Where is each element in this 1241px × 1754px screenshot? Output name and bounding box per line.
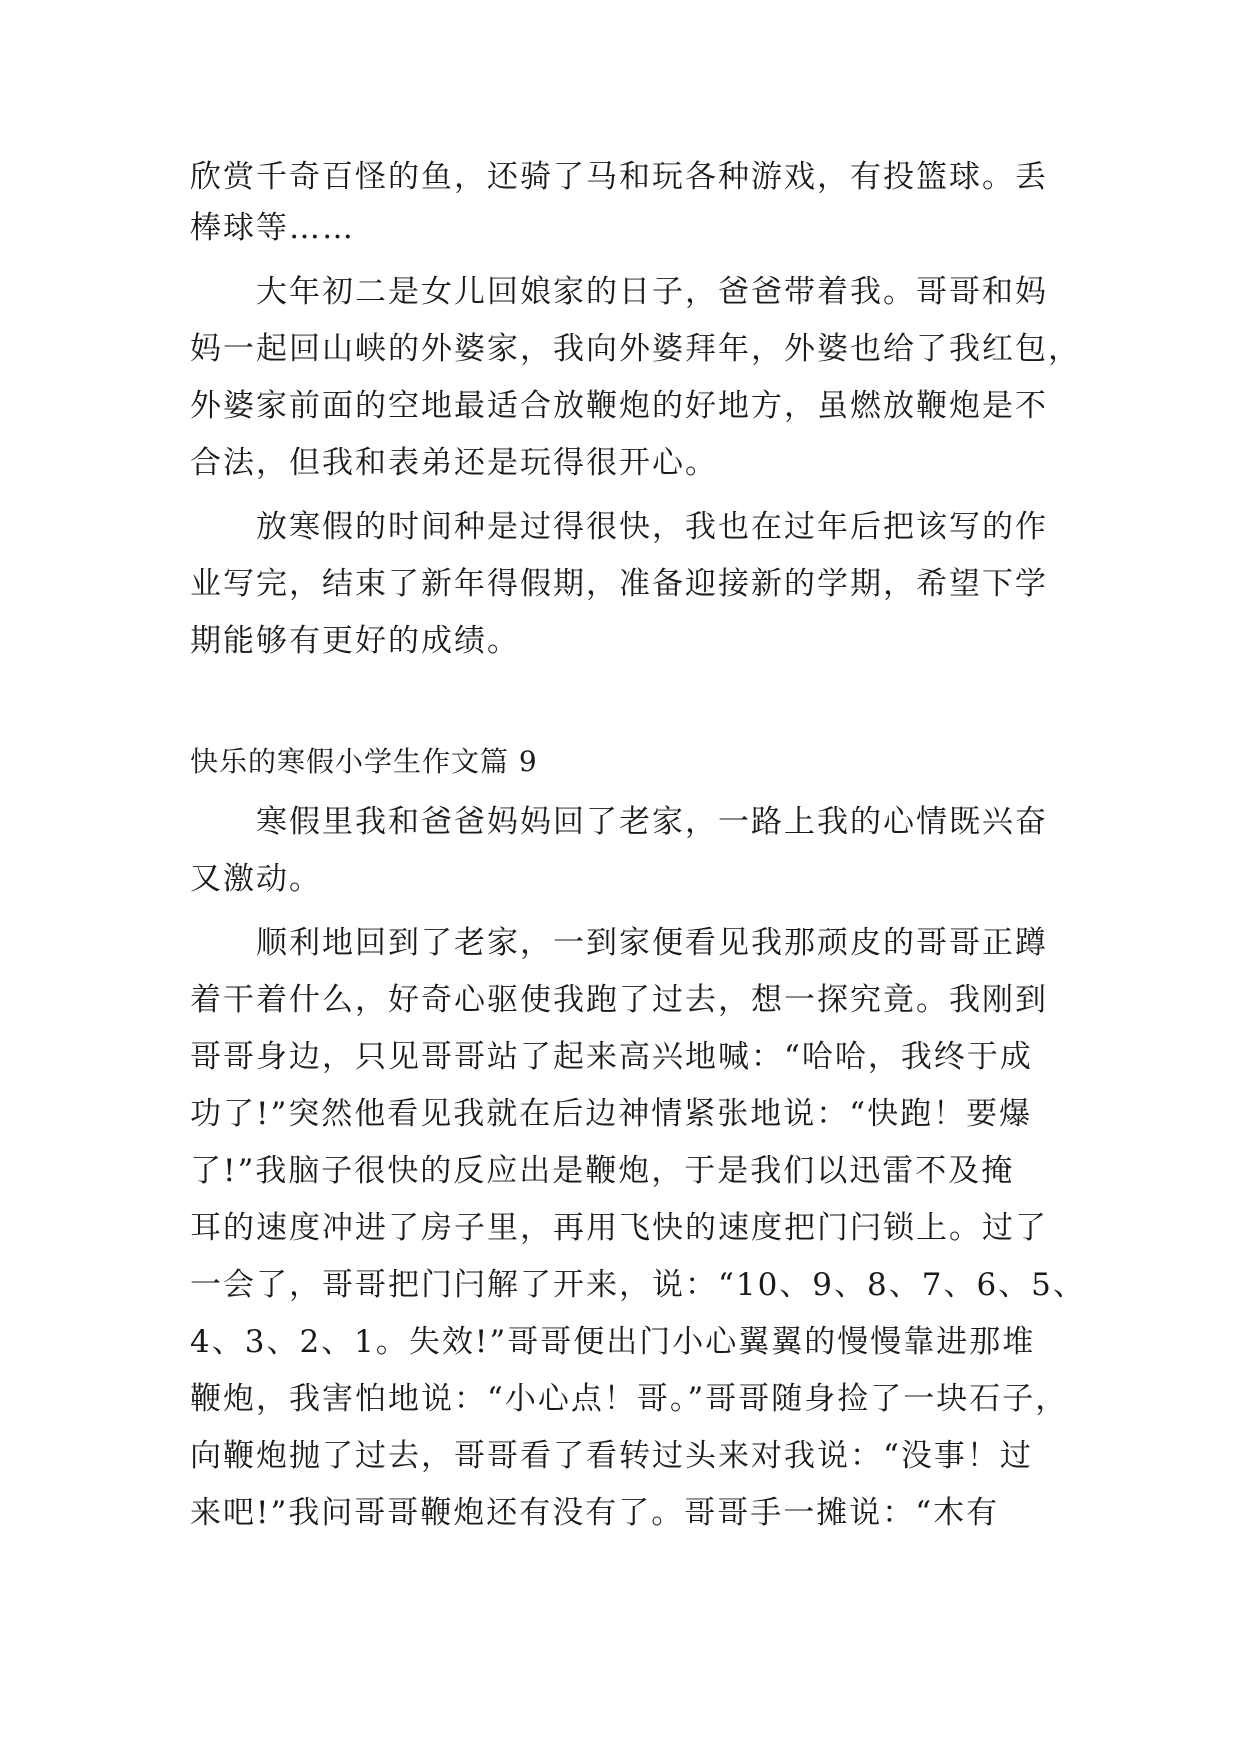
text-line: 向鞭炮抛了过去，哥哥看了看转过头来对我说：“没事！过: [190, 1438, 1033, 1474]
text-line: 来吧!”我问哥哥鞭炮还有没有了。哥哥手一摊说：“木有: [190, 1495, 1000, 1531]
previous-essay-body: [190, 152, 1081, 667]
text-line: 大年初二是女儿回娘家的日子，爸爸带着我。哥哥和妈: [256, 274, 1048, 310]
text-line: 着干着什么，好奇心驱使我跑了过去，想一探究竟。我刚到: [190, 982, 1048, 1018]
text-line: 又激动。: [190, 861, 322, 897]
text-line: 寒假里我和爸爸妈妈回了老家，一路上我的心情既兴奋: [256, 804, 1048, 840]
text-line: 棒球等……: [190, 210, 355, 246]
essay-9-body: [190, 797, 1086, 1539]
text-line: 耳的速度冲进了房子里，再用飞快的速度把门闩锁上。过了: [190, 1210, 1048, 1246]
text-line: 功了!”突然他看见我就在后边神情紧张地说：“快跑！要爆: [190, 1096, 1033, 1132]
text-line: 合法，但我和表弟还是玩得很开心。: [190, 445, 718, 481]
essay-heading: 快乐的寒假小学生作文篇 9: [190, 745, 538, 778]
text-line: 放寒假的时间种是过得很快，我也在过年后把该写的作: [256, 509, 1048, 545]
text-line: 了!”我脑子很快的反应出是鞭炮，于是我们以迅雷不及掩: [190, 1153, 1015, 1189]
text-line: 期能够有更好的成绩。: [190, 623, 520, 659]
paragraph: [190, 918, 1086, 1539]
text-line: 哥哥身边，只见哥哥站了起来高兴地喊：“哈哈，我终于成: [190, 1039, 1033, 1075]
paragraph: [190, 152, 1050, 254]
text-line: 外婆家前面的空地最适合放鞭炮的好地方，虽燃放鞭炮是不: [190, 388, 1048, 424]
paragraph: [190, 502, 1050, 667]
text-line: 欣赏千奇百怪的鱼，还骑了马和玩各种游戏，有投篮球。丢: [190, 159, 1048, 195]
paragraph: [190, 267, 1081, 489]
text-line: 一会了，哥哥把门闩解了开来，说：“10、9、8、7、6、5、: [190, 1267, 1086, 1303]
text-line: 4、3、2、1。失效!”哥哥便出门小心翼翼的慢慢靠进那堆: [190, 1324, 1036, 1360]
text-line: 顺利地回到了老家，一到家便看见我那顽皮的哥哥正蹲: [256, 925, 1048, 961]
paragraph: [190, 797, 1050, 905]
text-line: 业写完，结束了新年得假期，准备迎接新的学期，希望下学: [190, 566, 1048, 602]
text-line: 鞭炮，我害怕地说：“小心点！哥。”哥哥随身捡了一块石子，: [190, 1381, 1069, 1417]
text-line: 妈一起回山峡的外婆家，我向外婆拜年，外婆也给了我红包，: [190, 331, 1081, 367]
